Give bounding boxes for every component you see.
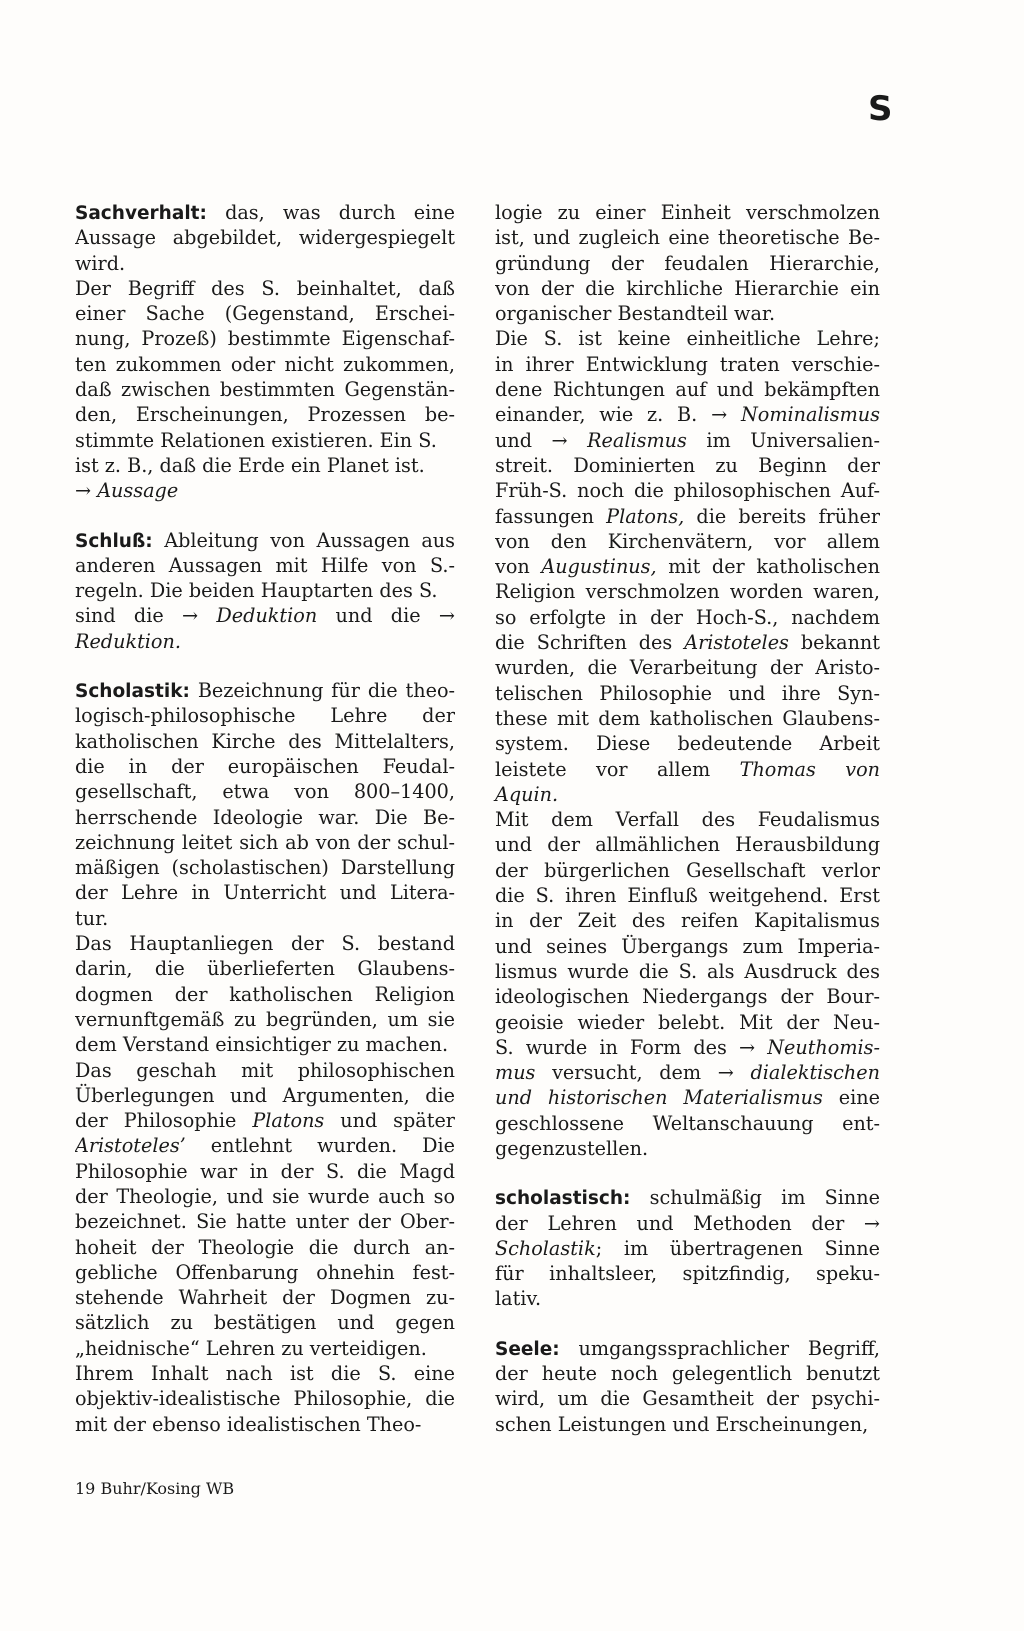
entry-term: scholastisch:	[495, 1188, 631, 1210]
text-line	[495, 731, 880, 756]
text-line	[495, 630, 880, 655]
text-line	[75, 402, 455, 427]
text-segment: mit der katholischen	[656, 555, 880, 579]
text-line	[75, 225, 455, 250]
cross-reference: Realismus	[587, 428, 687, 452]
text-segment: darin, die überlieferten Glaubens-	[75, 957, 455, 981]
text-segment: Mit dem Verfall des Feudalismus	[495, 808, 880, 832]
text-line	[75, 603, 455, 628]
text-segment: tur.	[75, 906, 109, 930]
text-segment: ist z. B., daß die Erde ein Planet ist.	[75, 453, 425, 477]
text-line	[495, 453, 880, 478]
text-segment: gebliche Offenbarung ohnehin fest-	[75, 1260, 455, 1284]
text-segment: logie zu einer Einheit verschmolzen	[495, 201, 880, 224]
cross-reference: Platons,	[606, 504, 685, 528]
text-segment: gründung der feudalen Hierarchie,	[495, 251, 880, 275]
text-segment: Philosophie war in der S. die Magd	[75, 1159, 455, 1183]
cross-reference: Reduktion.	[75, 629, 181, 653]
text-line	[75, 703, 455, 728]
text-segment: bezeichnet. Sie hatte unter der Ober-	[75, 1210, 455, 1234]
cross-reference: Augustinus,	[541, 555, 657, 579]
text-line	[495, 377, 880, 402]
text-line	[495, 1060, 880, 1085]
text-line	[75, 200, 455, 225]
text-segment: versucht, dem	[535, 1061, 718, 1085]
text-line	[495, 1211, 880, 1236]
text-line	[495, 579, 880, 604]
text-line	[75, 1285, 455, 1310]
text-segment: „heidnische“ Lehren zu verteidigen.	[75, 1336, 427, 1360]
text-line	[75, 352, 455, 377]
text-segment: für inhaltsleer, spitzfindig, speku-	[495, 1262, 880, 1286]
cross-reference: Platons	[252, 1109, 325, 1133]
text-line	[75, 1083, 455, 1108]
text-line	[75, 729, 455, 754]
text-segment: zeichnung leitet sich ab von der schul-	[75, 830, 455, 854]
text-line	[495, 478, 880, 503]
text-segment: S. wurde in Form des	[495, 1035, 739, 1059]
cross-reference: und historischen Materialismus	[495, 1086, 823, 1110]
reference-arrow: →	[738, 1035, 768, 1059]
text-line	[75, 779, 455, 804]
text-segment: schen Leistungen und Erscheinungen,	[495, 1412, 869, 1436]
text-segment: Das Hauptanliegen der S. bestand	[75, 932, 455, 956]
text-segment: die Schriften des	[495, 631, 685, 655]
entry-term: Sachverhalt:	[75, 203, 207, 224]
text-line	[495, 1185, 880, 1210]
text-segment: und seines Übergangs zum Imperia-	[495, 934, 880, 958]
text-segment: und der allmählichen Herausbildung	[495, 833, 880, 857]
text-line	[75, 956, 455, 981]
text-segment: anderen Aussagen mit Hilfe von S.-	[75, 553, 455, 577]
cross-reference: Aussage	[97, 479, 179, 503]
text-segment: von	[495, 555, 542, 579]
text-segment: ist, und zugleich eine theoretische Be-	[495, 226, 880, 250]
text-line	[75, 428, 455, 453]
text-line	[495, 276, 880, 301]
cross-reference: Deduktion	[216, 604, 318, 628]
text-segment: wurden, die Verarbeitung der Aristo-	[495, 656, 880, 680]
text-segment: Die S. ist keine einheitliche Lehre;	[495, 327, 880, 351]
text-segment: telischen Philosophie und ihre Syn-	[495, 681, 880, 705]
text-segment: gegenzustellen.	[495, 1136, 649, 1160]
text-line	[495, 326, 880, 351]
text-segment: Aussage abgebildet, widergespiegelt	[75, 226, 455, 250]
text-segment: ; im übertragenen Sinne	[595, 1236, 880, 1260]
text-line	[495, 1010, 880, 1035]
text-segment: umgangssprachlicher Begriff,	[559, 1336, 880, 1360]
text-segment: hoheit der Theologie die durch an-	[75, 1235, 455, 1259]
text-segment: Ableitung von Aussagen aus	[152, 528, 455, 552]
text-segment: katholischen Kirche des Mittelalters,	[75, 729, 455, 753]
text-line	[495, 1412, 880, 1437]
text-segment: geoisie wieder belebt. Mit der Neu-	[495, 1010, 880, 1034]
text-line	[495, 807, 880, 832]
text-segment: dogmen der katholischen Religion	[75, 982, 455, 1006]
text-segment: nung, Prozeß) bestimmte Eigenschaf-	[75, 327, 455, 351]
left-column	[75, 200, 455, 1437]
text-line	[495, 934, 880, 959]
text-line	[75, 1310, 455, 1335]
text-line	[495, 959, 880, 984]
text-line	[75, 629, 455, 654]
text-line	[75, 578, 455, 603]
text-line	[75, 1361, 455, 1386]
text-segment: in ihrer Entwicklung traten verschie-	[495, 352, 880, 376]
text-segment: der Philosophie	[75, 1109, 253, 1133]
text-line	[495, 554, 880, 579]
text-line	[495, 1085, 880, 1110]
text-segment: herrschende Ideologie war. Die Be-	[75, 805, 455, 829]
text-segment: Der Begriff des S. beinhaltet, daß	[75, 276, 455, 300]
text-segment: lativ.	[495, 1287, 542, 1311]
text-line	[495, 352, 880, 377]
text-line	[495, 1261, 880, 1286]
cross-reference: mus	[495, 1061, 536, 1085]
cross-reference: dialektischen	[750, 1061, 880, 1085]
text-segment: stehende Wahrheit der Dogmen zu-	[75, 1286, 455, 1310]
text-segment: lismus wurde die S. als Ausdruck des	[495, 959, 880, 983]
text-line	[495, 428, 880, 453]
text-line	[495, 225, 880, 250]
text-line	[75, 1235, 455, 1260]
text-segment: fassungen	[495, 504, 607, 528]
text-segment: von den Kirchenvätern, vor allem	[495, 529, 880, 553]
text-line	[75, 1260, 455, 1285]
text-line	[495, 301, 880, 326]
text-line	[495, 706, 880, 731]
text-segment: sind die	[75, 604, 183, 628]
text-line	[75, 553, 455, 578]
entry-gap	[75, 504, 455, 528]
text-segment: Das geschah mit philosophischen	[75, 1058, 455, 1082]
text-line	[75, 377, 455, 402]
text-line	[75, 1058, 455, 1083]
text-segment: leistete vor allem	[495, 757, 740, 781]
text-line	[75, 1386, 455, 1411]
text-line	[75, 678, 455, 703]
text-line	[495, 605, 880, 630]
text-line	[75, 830, 455, 855]
text-segment: der Theologie, und sie wurde auch so	[75, 1184, 455, 1208]
text-line	[495, 908, 880, 933]
text-segment: der heute noch gelegentlich benutzt	[495, 1362, 880, 1386]
cross-reference: Aquin.	[495, 782, 559, 806]
text-line	[75, 931, 455, 956]
cross-reference: Neuthomis-	[767, 1035, 880, 1059]
cross-reference: Nominalismus	[740, 403, 880, 427]
text-segment: die in der europäischen Feudal-	[75, 754, 455, 778]
text-segment: objektiv-idealistische Philosophie, die	[75, 1387, 455, 1411]
right-column	[495, 200, 880, 1437]
text-line	[75, 1159, 455, 1184]
text-segment: und die	[317, 604, 439, 628]
text-line	[495, 504, 880, 529]
text-segment: im Universalien-	[686, 428, 880, 452]
text-segment: der Lehre in Unterricht und Litera-	[75, 881, 455, 905]
text-line	[75, 276, 455, 301]
text-segment: mäßigen (scholastischen) Darstellung	[75, 856, 455, 880]
text-segment: so erfolgte in der Hoch-S., nachdem	[495, 605, 880, 629]
entry-term: Scholastik:	[75, 681, 190, 703]
text-segment: stimmte Relationen existieren. Ein S.	[75, 428, 437, 452]
entry-gap	[495, 1161, 880, 1185]
text-segment: die S. ihren Einfluß weitgehend. Erst	[495, 884, 880, 908]
text-segment: streit. Dominierten zu Beginn der	[495, 453, 880, 477]
text-segment: wird, um die Gesamtheit der psychi-	[495, 1387, 880, 1411]
text-segment: logisch-philosophische Lehre der	[75, 704, 455, 728]
text-segment: dene Richtungen auf und bekämpften	[495, 378, 880, 402]
text-line	[75, 453, 455, 478]
text-line	[75, 805, 455, 830]
text-segment: Ihrem Inhalt nach ist die S. eine	[75, 1362, 455, 1386]
text-segment: schulmäßig im Sinne	[630, 1186, 880, 1210]
text-line	[75, 982, 455, 1007]
text-line	[75, 478, 455, 503]
entry-term: Schluß:	[75, 530, 153, 552]
cross-reference: Aristoteles’	[75, 1134, 186, 1158]
text-segment: vernunftgemäß zu begründen, um sie	[75, 1007, 455, 1031]
text-segment: system. Diese bedeutende Arbeit	[495, 732, 880, 756]
section-letter: S	[868, 89, 893, 129]
text-segment: einander, wie z. B.	[495, 403, 712, 427]
reference-arrow: →	[717, 1061, 751, 1085]
text-line	[75, 1412, 455, 1437]
text-line	[75, 301, 455, 326]
text-line	[75, 855, 455, 880]
text-segment: daß zwischen bestimmten Gegenstän-	[75, 378, 455, 402]
text-line	[495, 984, 880, 1009]
text-segment: ten zukommen oder nicht zukommen,	[75, 352, 455, 376]
text-segment: und später	[324, 1109, 455, 1133]
text-line	[495, 681, 880, 706]
text-line	[495, 1111, 880, 1136]
text-segment: Religion verschmolzen worden waren,	[495, 580, 880, 604]
text-segment: ideologischen Niedergangs der Bour-	[495, 985, 880, 1009]
text-segment: Bezeichnung für die theo-	[189, 679, 455, 703]
text-segment: bekannt	[788, 631, 880, 655]
cross-reference: Aristoteles	[684, 631, 789, 655]
text-segment: der Lehren und Methoden der	[495, 1211, 864, 1235]
entry-term: Seele:	[495, 1338, 560, 1360]
text-line	[75, 1184, 455, 1209]
text-segment: das, was durch eine	[206, 201, 455, 224]
text-line	[495, 1286, 880, 1311]
text-line	[75, 1133, 455, 1158]
reference-arrow: →	[75, 479, 98, 503]
text-line	[495, 655, 880, 680]
text-line	[495, 883, 880, 908]
text-segment: Überlegungen und Argumenten, die	[75, 1083, 455, 1107]
text-segment: regeln. Die beiden Hauptarten des S.	[75, 579, 438, 603]
text-line	[495, 1136, 880, 1161]
text-line	[495, 1236, 880, 1261]
reference-arrow: →	[438, 604, 455, 628]
text-line	[495, 1361, 880, 1386]
text-line	[75, 1336, 455, 1361]
text-line	[495, 782, 880, 807]
text-line	[75, 1007, 455, 1032]
reference-arrow: →	[182, 604, 217, 628]
text-line	[75, 1032, 455, 1057]
entry-gap	[75, 654, 455, 678]
text-segment: in der Zeit des reifen Kapitalismus	[495, 909, 880, 933]
text-line	[495, 832, 880, 857]
text-segment: entlehnt wurden. Die	[185, 1134, 455, 1158]
text-line	[495, 757, 880, 782]
text-segment: geschlossene Weltanschauung ent-	[495, 1111, 880, 1135]
text-line	[495, 402, 880, 427]
reference-arrow: →	[863, 1211, 880, 1235]
text-line	[75, 880, 455, 905]
text-line	[495, 251, 880, 276]
cross-reference: Scholastik	[495, 1236, 596, 1260]
text-segment: mit der ebenso idealistischen Theo-	[75, 1412, 422, 1436]
text-line	[75, 754, 455, 779]
cross-reference: Thomas von	[739, 757, 880, 781]
text-segment: von der die kirchliche Hierarchie ein	[495, 276, 880, 300]
text-segment: und	[495, 428, 552, 452]
text-line	[75, 528, 455, 553]
text-segment: den, Erscheinungen, Prozessen be-	[75, 403, 455, 427]
text-segment: gesellschaft, etwa von 800–1400,	[75, 780, 455, 804]
text-line	[75, 906, 455, 931]
text-line	[495, 858, 880, 883]
text-line	[75, 1108, 455, 1133]
text-line	[495, 200, 880, 225]
text-segment: organischer Bestandteil war.	[495, 302, 776, 326]
text-segment: wird.	[75, 251, 126, 275]
text-line	[495, 1386, 880, 1411]
reference-arrow: →	[711, 403, 741, 427]
text-line	[495, 1336, 880, 1361]
text-segment: eine	[822, 1086, 880, 1110]
text-segment: sätzlich zu bestätigen und gegen	[75, 1311, 455, 1335]
entry-gap	[495, 1312, 880, 1336]
text-segment: Früh-S. noch die philosophischen Auf-	[495, 479, 880, 503]
text-segment: dem Verstand einsichtiger zu machen.	[75, 1033, 449, 1057]
reference-arrow: →	[551, 428, 588, 452]
text-line	[75, 326, 455, 351]
text-line	[495, 1035, 880, 1060]
text-segment: der bürgerlichen Gesellschaft verlor	[495, 858, 880, 882]
text-segment: these mit dem katholischen Glaubens-	[495, 706, 880, 730]
text-segment: die bereits früher	[684, 504, 880, 528]
text-line	[75, 1209, 455, 1234]
text-line	[495, 529, 880, 554]
text-line	[75, 251, 455, 276]
page-footer: 19 Buhr/Kosing WB	[75, 1479, 235, 1498]
text-segment: einer Sache (Gegenstand, Erschei-	[75, 302, 455, 326]
